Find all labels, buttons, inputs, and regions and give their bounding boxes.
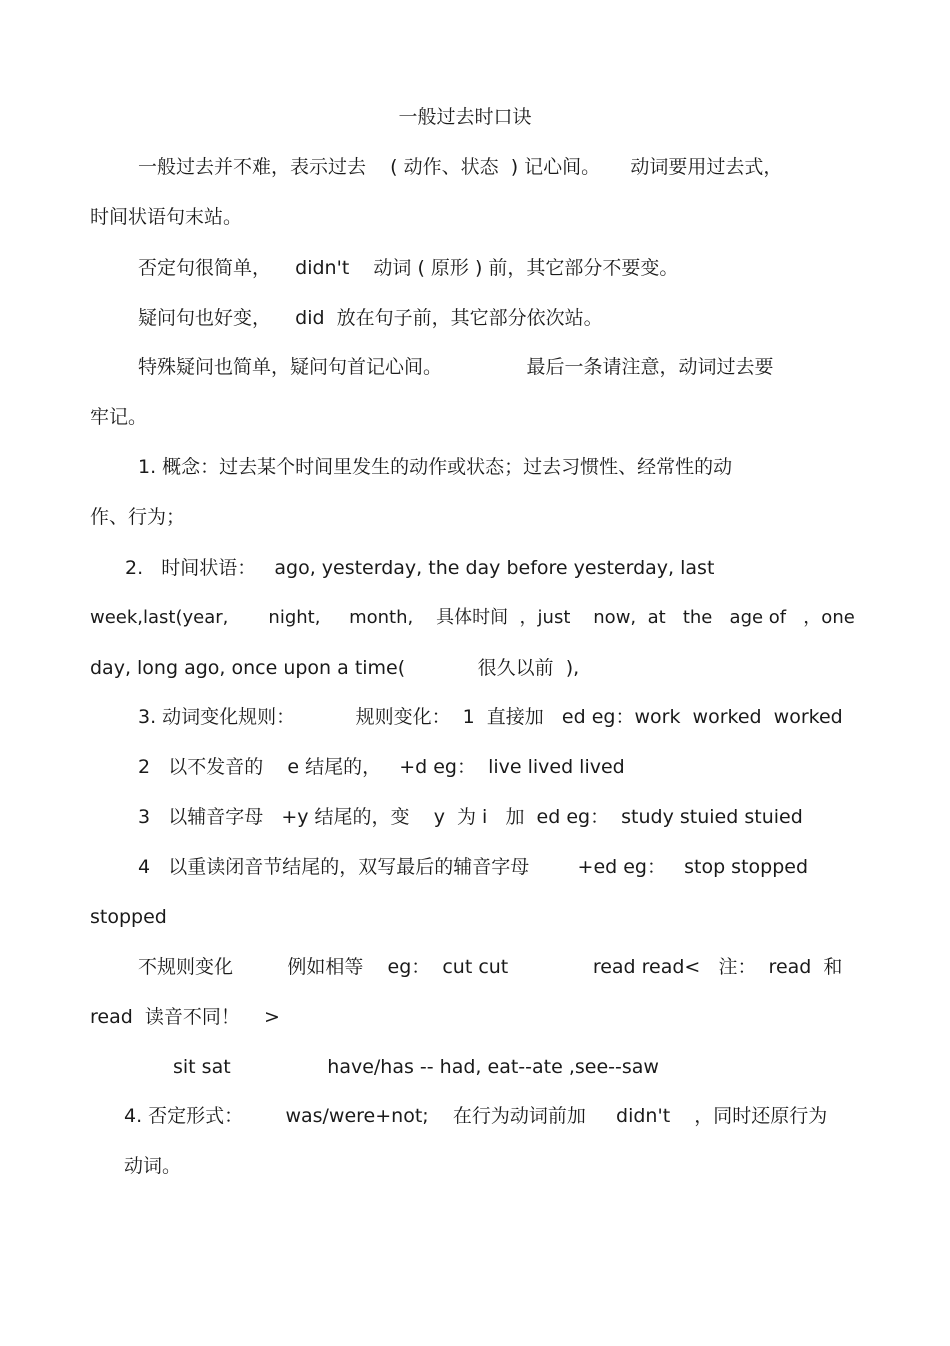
text-line: 不规则变化 例如相等 eg： cut cut read read< 注： read 和 [138, 956, 843, 978]
text-line: 2. 时间状语： ago, yesterday, the day before yesterday, last [125, 557, 715, 579]
text-line: 牢记。 [90, 406, 148, 428]
page-title: 一般过去时口诀 [398, 106, 532, 128]
text-line: 动词。 [124, 1155, 182, 1177]
text-line: 3 以辅音字母 +y 结尾的，变 y 为 i 加 ed eg： study stuied stuied [138, 806, 803, 828]
text-line: 3. 动词变化规则： 规则变化： 1 直接加 ed eg：work worked worked [138, 706, 843, 728]
text-line: 疑问句也好变， did 放在句子前，其它部分依次站。 [138, 307, 603, 329]
text-line: read 读音不同！ > [90, 1006, 280, 1028]
text-line: sit sat have/has -- had, eat--ate ,see--saw [173, 1056, 659, 1078]
text-line: 1. 概念：过去某个时间里发生的动作或状态；过去习惯性、经常性的动 [138, 456, 733, 478]
text-line: day, long ago, once upon a time( 很久以前 ), [90, 657, 580, 679]
text-line: 否定句很简单， didn't 动词 ( 原形 ) 前，其它部分不要变。 [138, 257, 679, 279]
text-line: 作、行为； [90, 506, 186, 528]
text-line: 特殊疑问也简单，疑问句首记心间。 最后一条请注意，动词过去要 [138, 356, 774, 378]
text-line: 一般过去并不难，表示过去 ( 动作、状态 ) 记心间。 动词要用过去式， [138, 156, 783, 178]
text-line: 时间状语句末站。 [90, 206, 243, 228]
text-line: week,last(year, night, month, 具体时间 ，just now, at the age of ，one [90, 607, 855, 628]
text-line: 4 以重读闭音节结尾的，双写最后的辅音字母 +ed eg： stop stopped [138, 856, 809, 878]
text-line: stopped [90, 906, 167, 928]
text-line: 2 以不发音的 e 结尾的， +d eg： live lived lived [138, 756, 625, 778]
text-line: 4. 否定形式： was/were+not; 在行为动词前加 didn't ，同时还原行为 [124, 1105, 828, 1127]
